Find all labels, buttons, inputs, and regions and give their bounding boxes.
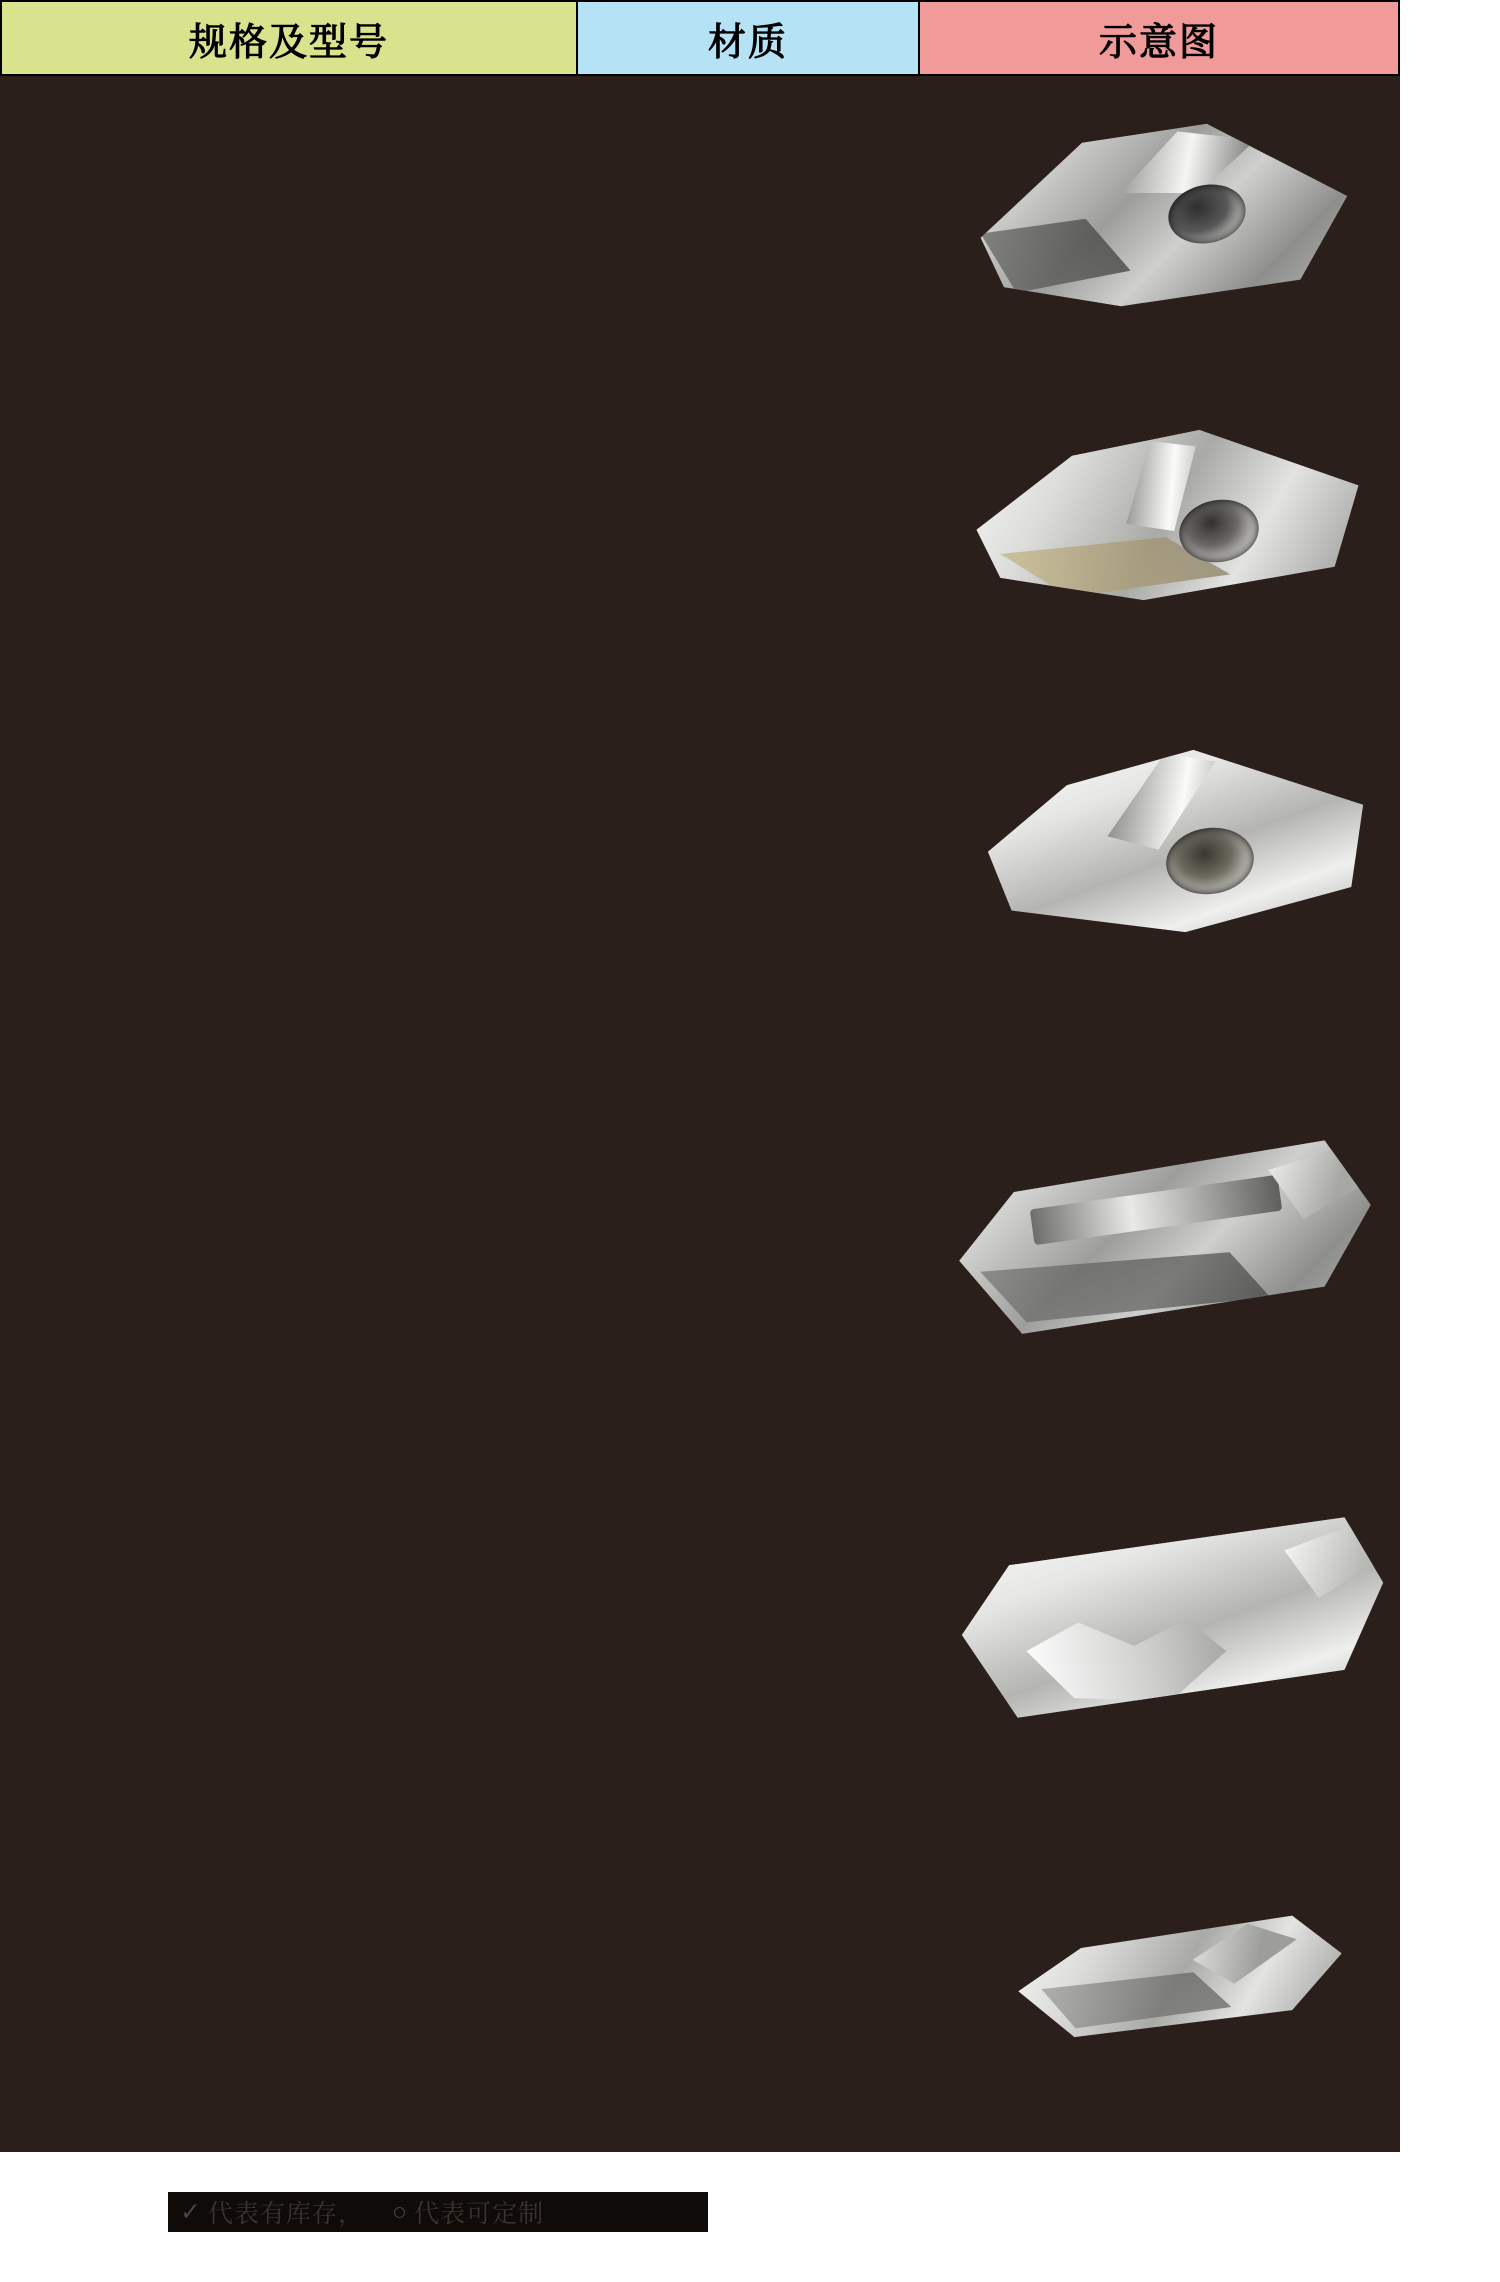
legend-stock-text: 代表有库存， (207, 2200, 364, 2228)
header-material: 材质 (576, 0, 920, 76)
insert-image-1 (940, 100, 1380, 330)
insert-image-2 (945, 400, 1390, 630)
legend-custom-text: 代表可定制 (414, 2200, 545, 2228)
insert-3-nose (1043, 840, 1173, 918)
insert-5-teeth (1026, 1618, 1226, 1702)
insert-5-slot (1051, 1546, 1303, 1615)
insert-1-edge (1105, 131, 1255, 193)
footer-legend (168, 2192, 708, 2232)
insert-shape-6 (1015, 1908, 1345, 2043)
insert-image-4 (930, 1110, 1400, 1360)
insert-6-shadow (1041, 1972, 1231, 2028)
insert-shape-5 (958, 1509, 1388, 1727)
insert-shape-3 (980, 742, 1375, 938)
insert-1-shadow (981, 219, 1131, 293)
table-header-row (0, 0, 1400, 76)
insert-4-slot (1029, 1175, 1282, 1245)
header-diagram: 示意图 (918, 0, 1400, 76)
circle-icon: ○ (391, 2197, 409, 2226)
insert-image-3 (955, 720, 1400, 960)
insert-shape-1 (965, 120, 1355, 310)
check-icon: ✓ (180, 2198, 202, 2226)
insert-image-5 (935, 1490, 1410, 1745)
insert-shape-4 (955, 1128, 1375, 1343)
insert-image-6 (990, 1890, 1370, 2060)
insert-3-hole (1161, 822, 1257, 900)
insert-shape-2 (969, 423, 1367, 608)
header-spec-model: 规格及型号 (0, 0, 578, 76)
insert-4-shadow (980, 1252, 1270, 1322)
